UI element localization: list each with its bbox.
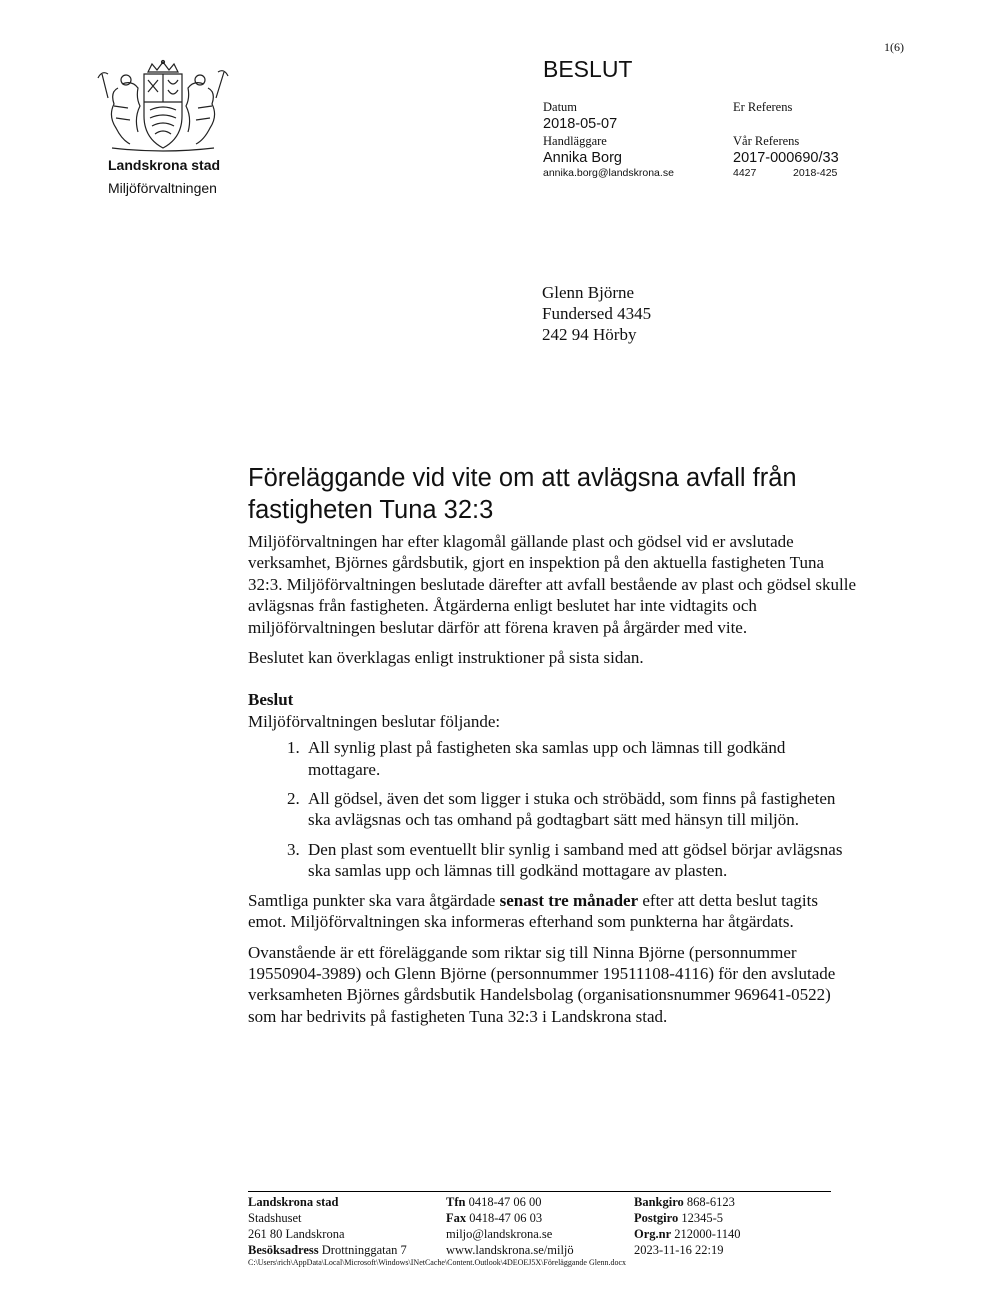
reference-code-1: 4427 [733, 167, 757, 179]
footer-visit-value: Drottninggatan 7 [321, 1243, 407, 1257]
department: Miljöförvaltningen [108, 180, 217, 196]
footer-address [248, 1194, 407, 1258]
deadline-paragraph [248, 890, 858, 933]
decision-item: 1. All synlig plast på fastigheten ska samlas upp och lämnas till godkänd mottagare. [304, 737, 858, 780]
footer-postgiro-label: Postgiro [634, 1211, 679, 1225]
footer-orgnr-value: 212000-1140 [674, 1227, 741, 1241]
decision-list [248, 737, 858, 881]
handler-email: annika.borg@landskrona.se [543, 167, 674, 179]
footer-contact [446, 1194, 574, 1258]
handler-label: Handläggare [543, 134, 607, 148]
footer-tel-label: Tfn [446, 1195, 466, 1209]
footer-divider [248, 1191, 831, 1192]
footer-fax-label: Fax [446, 1211, 467, 1225]
intro-paragraph: Miljöförvaltningen har efter klagomål gällande plast och gödsel vid er avslutade verksamhet, Björnes gårdsbutik, gjort en inspektion på den aktuella fastigheten Tuna 32:3. Miljöförvaltningen beslutade därefter att avfall bestående av plast och gödsel skulle avlägsnas från fastigheten. Åtgärderna enligt beslutet har inte vidtagits och miljöförvaltningen beslutar därför att förena kraven på årgärder med vite. [248, 532, 857, 637]
document-type: BESLUT [543, 56, 633, 82]
decision-item: 2. All gödsel, även det som ligger i stuka och ströbädd, som finns på fastigheten ska avlägsnas och tas omhand på godtagbart sätt med hänsyn till miljön. [304, 788, 858, 831]
org-name: Landskrona stad [108, 157, 221, 173]
footer-postgiro-value: 12345-5 [681, 1211, 724, 1225]
date-label: Datum [543, 100, 578, 114]
addressees-paragraph: Ovanstående är ett föreläggande som riktar sig till Ninna Björne (personnummer 19550904-3989) och Glenn Björne (personnummer 19511108-4116) för den avslutade verksamheten Björnes gårdsbutik Handelsbolag (organisationsnummer 969641-0522) som har bedrivits på fastigheten Tuna 32:3 i Landskrona stad. [248, 942, 836, 1026]
coat-of-arms-icon [88, 58, 238, 154]
appeal-note: Beslutet kan överklagas enligt instruktioner på sista sidan. [248, 648, 644, 668]
footer-payment [634, 1194, 740, 1258]
our-reference-label: Vår Referens [733, 134, 800, 148]
date-value: 2018-05-07 [543, 116, 618, 132]
reference-code-2: 2018-425 [793, 167, 838, 179]
our-reference-value: 2017-000690/33 [733, 150, 839, 166]
recipient-postal: 242 94 Hörby [542, 325, 637, 344]
your-reference-label: Er Referens [733, 100, 793, 114]
logo [88, 58, 238, 154]
footer-org: Landskrona stad [248, 1195, 339, 1209]
footer-tel-value: 0418-47 06 00 [468, 1195, 542, 1209]
document-body [248, 531, 858, 1027]
decision-intro: Miljöförvaltningen beslutar följande: [248, 711, 501, 731]
footer-bankgiro-label: Bankgiro [634, 1195, 684, 1209]
footer-orgnr-label: Org.nr [634, 1227, 672, 1241]
footer-timestamp: 2023-11-16 22:19 [634, 1243, 724, 1257]
footer-postal: 261 80 Landskrona [248, 1227, 345, 1241]
footer-fax-value: 0418-47 06 03 [469, 1211, 543, 1225]
handler-name: Annika Borg [543, 150, 622, 166]
page-number: 1(6) [884, 40, 904, 54]
recipient-street: Fundersed 4345 [542, 304, 652, 323]
recipient-name: Glenn Björne [542, 283, 635, 302]
footer-visit-label: Besöksadress [248, 1243, 319, 1257]
footer-web: www.landskrona.se/miljö [446, 1243, 574, 1257]
deadline-text-after: efter att detta beslut tagits emot. Miljöförvaltningen ska informeras efterhand som punkterna har åtgärdats. [248, 890, 818, 932]
footer-building: Stadshuset [248, 1211, 302, 1225]
section-heading: Beslut [248, 690, 294, 710]
footer-bankgiro-value: 868-6123 [686, 1195, 735, 1209]
footer-email: miljo@landskrona.se [446, 1227, 553, 1241]
file-path: C:\Users\rich\AppData\Local\Microsoft\Windows\INetCache\Content.Outlook\4DEOEJ5X\Föreläggande Glenn.docx [248, 1258, 627, 1267]
deadline-emphasis: senast tre månader [499, 890, 639, 910]
recipient-address [542, 282, 651, 345]
decision-item: 3. Den plast som eventuellt blir synlig i samband med att gödsel börjar avlägsnas ska samlas upp och lämnas till godkänd mottagare av plasten. [304, 839, 858, 882]
main-heading: Föreläggande vid vite om att avlägsna avfall från fastigheten Tuna 32:3 [248, 464, 797, 524]
deadline-text-before: Samtliga punkter ska vara åtgärdade [248, 890, 500, 910]
